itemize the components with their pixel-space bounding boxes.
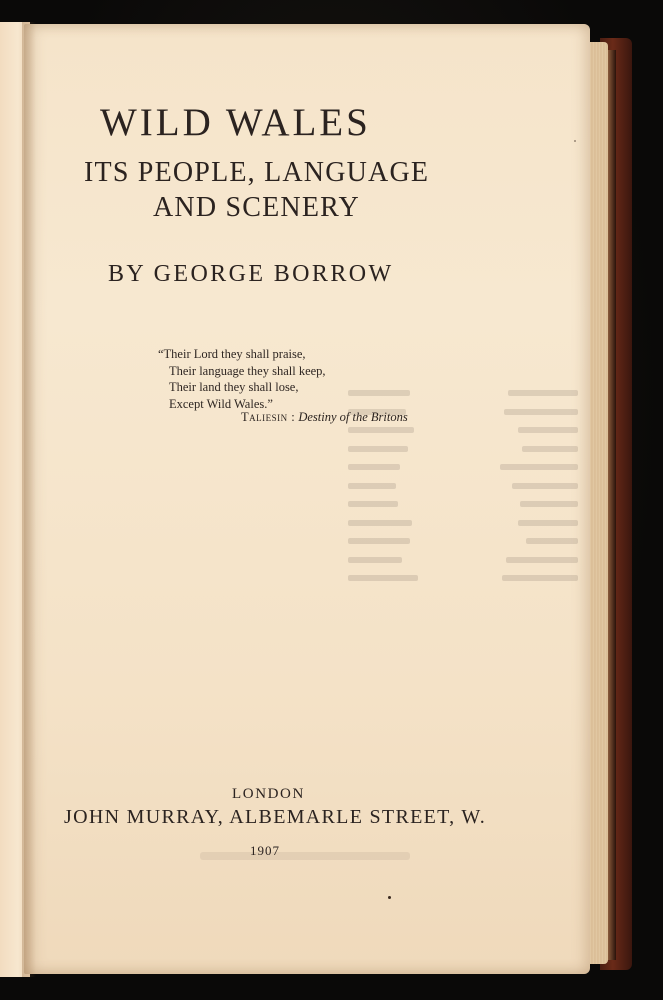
epigraph-line: Except Wild Wales.”: [169, 396, 273, 411]
book-subtitle-line-2: AND SCENERY: [153, 192, 360, 223]
epigraph-attribution: [241, 410, 408, 425]
attribution-work: Destiny of the Britons: [298, 410, 408, 424]
show-through-line: [200, 852, 410, 860]
cover-edge-shadow: [608, 50, 616, 960]
page-gutter-shadow: [22, 22, 36, 977]
book-subtitle-line-1: ITS PEOPLE, LANGUAGE: [84, 157, 430, 188]
epigraph-line: Their language they shall keep,: [169, 363, 326, 378]
book-title: WILD WALES: [100, 101, 371, 144]
epigraph-line: Their land they shall lose,: [169, 380, 299, 394]
paper-speck: [574, 140, 576, 142]
imprint-city: LONDON: [232, 786, 305, 802]
paper-speck: [388, 896, 391, 899]
attribution-author: Taliesin :: [241, 410, 296, 424]
book-author: BY GEORGE BORROW: [108, 261, 394, 287]
epigraph: [158, 346, 326, 412]
imprint-year: 1907: [250, 843, 280, 858]
epigraph-line: “Their Lord they shall praise,: [158, 347, 306, 361]
imprint-publisher: JOHN MURRAY, ALBEMARLE STREET, W.: [64, 806, 487, 828]
